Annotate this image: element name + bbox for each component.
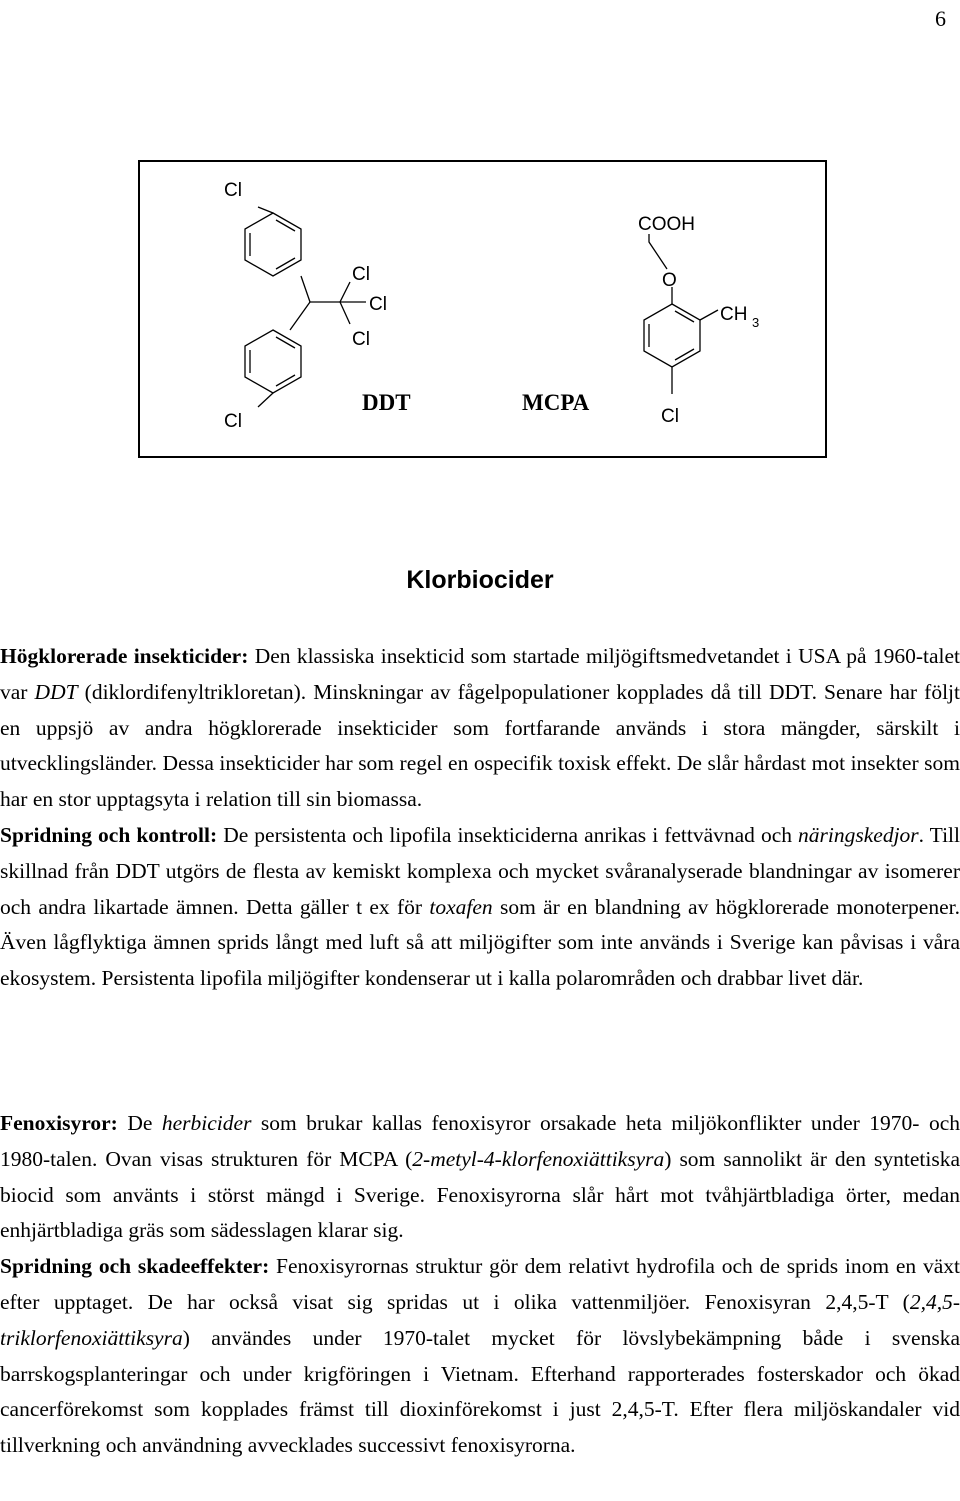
chemical-structures xyxy=(140,162,829,460)
ddt-lower-ring xyxy=(245,330,301,393)
text-block-1 xyxy=(0,639,960,997)
paragraph-spridning-kontroll: Spridning och kontroll: De persistenta och lipofila insekticiderna anrikas i fettvävnad och näringskedjor. Till skillnad från DDT utgörs de flesta av kemiskt komplexa och mycket svåranalyserade blandningar av isomerer och andra likartade ämnen. Detta gäller t ex för toxafen som är en blandning av högklorerade monoterpener. Även lågflyktiga ämnen sprids långt med luft så att miljögifter som inte används i Sverige kan påvisas i våra ekosystem. Persistenta lipofila miljögifter kondenserar ut i kalla polarområden och drabbar livet där. xyxy=(0,822,960,991)
mcpa-cl: Cl xyxy=(661,406,679,427)
mcpa-structure xyxy=(644,234,718,394)
ddt-cl-top: Cl xyxy=(224,180,242,201)
mcpa-ch-subscript: 3 xyxy=(752,315,760,330)
mcpa-o: O xyxy=(662,270,677,291)
text-block-2 xyxy=(0,1106,960,1464)
ddt-cl-c: Cl xyxy=(352,329,370,350)
page-number: 6 xyxy=(935,6,946,31)
mcpa-atom-labels xyxy=(638,214,759,427)
structure-figure xyxy=(138,160,827,458)
ddt-label: DDT xyxy=(362,390,411,415)
ddt-upper-ring xyxy=(245,213,301,276)
ddt-cl-bottom: Cl xyxy=(224,411,242,432)
mcpa-ring xyxy=(644,304,700,367)
paragraph-spridning-skadeeffekter: Spridning och skadeeffekter: Fenoxisyrornas struktur gör dem relativt hydrofila och de sprids inom en växt efter upptaget. De har också visat sig spridas ut i olika vattenmiljöer. Fenoxisyran 2,4,5-T (2,4,5-triklorfenoxiättiksyra) användes under 1970-talet mycket för lövslybekämpning både i svenska barrskogsplanteringar och under krigföringen i Vietnam. Efterhand rapporterades fosterskador och ökad cancerförekomst som kopplades främst till dioxinförekomst i just 2,4,5-T. Efter flera miljöskandaler vid tillverkning och användning avvecklades successivt fenoxisyrorna. xyxy=(0,1254,960,1458)
section-title: Klorbiocider xyxy=(406,566,554,594)
paragraph-hogklorerade: Högklorerade insekticider: Den klassiska insekticid som startade miljögiftsmedvetandet i USA på 1960-talet var DDT (diklordifenyltrikloretan). Minskningar av fågelpopulationer kopplades då till DDT. Senare har följt en uppsjö av andra högklorerade insekticider som fortfarande används i stora mängder, särskilt i utvecklingsländer. Dessa insekticider har som regel en ospecifik toxisk effekt. De slår hårdast mot insekter som har en stor upptagsyta i relation till sin biomassa. xyxy=(0,644,960,812)
mcpa-cooh: COOH xyxy=(638,214,695,235)
mcpa-label: MCPA xyxy=(522,390,590,415)
paragraph-fenoxisyror: Fenoxisyror: De herbicider som brukar kallas fenoxisyror orsakade heta miljökonflikter under 1970- och 1980-talen. Ovan visas strukturen för MCPA (2-metyl-4-klorfenoxiättiksyra) som sannolikt är den syntetiska biocid som använts i störst mängd i Sverige. Fenoxisyrorna slår hårt mot tvåhjärtbladiga örter, medan enhjärtbladiga gräs som sädesslagen klarar sig. xyxy=(0,1111,960,1243)
mcpa-ch: CH xyxy=(720,304,748,325)
ddt-cl-b: Cl xyxy=(369,294,387,315)
ddt-cl-a: Cl xyxy=(352,264,370,285)
ddt-structure xyxy=(245,207,366,407)
